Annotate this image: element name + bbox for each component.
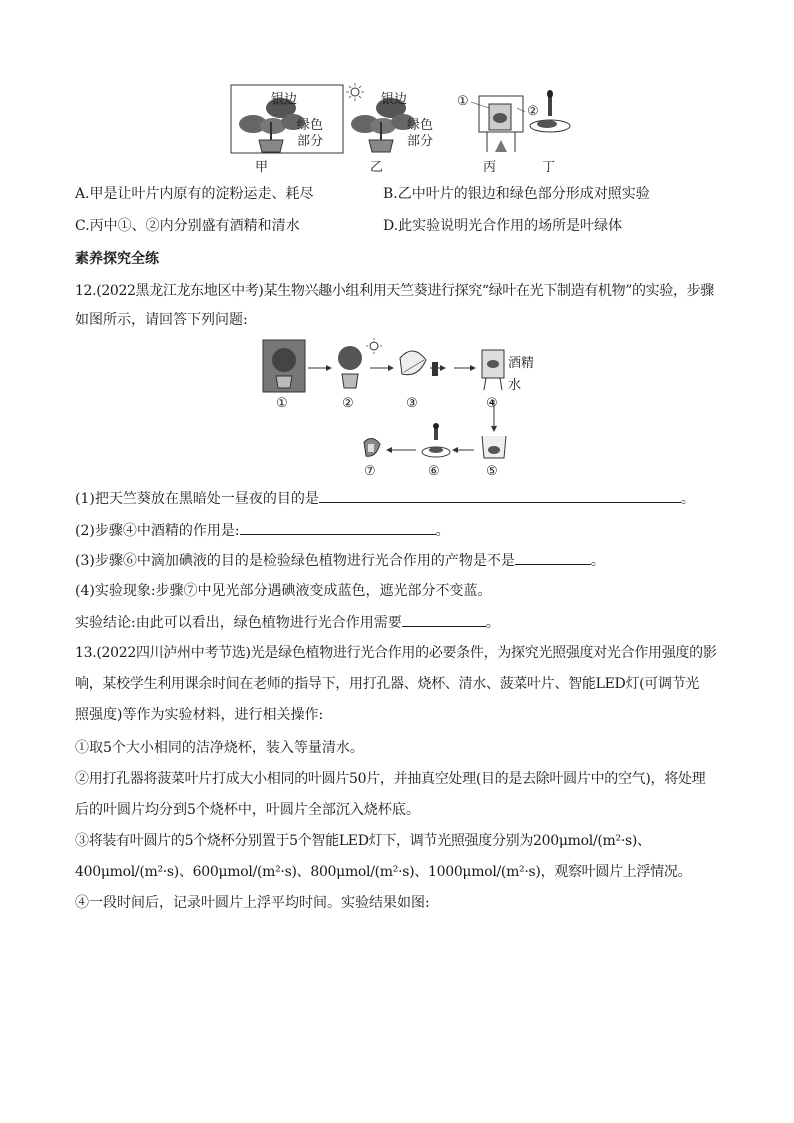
step-label-4: ④	[486, 396, 498, 411]
step1-dark-plant	[263, 340, 305, 392]
marker-one: ①	[457, 94, 469, 109]
q12-question-1	[75, 488, 695, 509]
water-bath-illustration	[471, 96, 525, 152]
section-title: 素养探究全练	[75, 251, 159, 267]
q12-q1-answer-blank[interactable]	[319, 488, 681, 503]
q12-conclusion	[75, 612, 500, 633]
option-c: C.丙中①、②内分别盛有酒精和清水	[75, 218, 300, 234]
q12-stem-line1: 12.(2022黑龙江龙东地区中考)某生物兴趣小组利用天竺葵进行探究“绿叶在光下制造有机物”的实验，步骤	[75, 283, 714, 299]
q12-q3-answer-blank[interactable]	[515, 550, 591, 565]
q12-step-figure	[258, 338, 538, 486]
label-yi: 乙	[370, 160, 384, 175]
q13-line-2: 响，某校学生利用课余时间在老师的指导下，用打孔器、烧杯、清水、菠菜叶片、智能LED灯(可调节光	[75, 676, 700, 692]
q12-conclusion-end: 。	[485, 615, 500, 631]
step3-leaf	[400, 351, 426, 375]
label-green-part-jia-1: 绿色	[297, 118, 324, 133]
step-label-5: ⑤	[486, 464, 498, 479]
q12-question-2	[75, 520, 450, 541]
q12-q3-text: (3)步骤⑥中滴加碘液的目的是检验绿色植物进行光合作用的产物是不是	[75, 553, 515, 569]
label-jia: 甲	[255, 160, 269, 175]
label-bing: 丙	[483, 160, 497, 175]
q12-q3-end: 。	[590, 553, 605, 569]
step-label-7: ⑦	[364, 464, 376, 479]
option-a: A.甲是让叶片内原有的淀粉运走、耗尽	[75, 186, 314, 202]
top-figure	[225, 82, 585, 174]
step-label-1: ①	[276, 396, 288, 411]
q12-q2-end: 。	[435, 523, 450, 539]
q12-question-3	[75, 550, 605, 571]
label-silver-edge-jia: 银边	[271, 92, 298, 107]
step2-sun-plant	[338, 338, 382, 388]
step-label-3: ③	[406, 396, 418, 411]
q13-step-1: ①取5个大小相同的洁净烧杯，装入等量清水。	[75, 740, 364, 756]
label-alcohol: 酒精	[508, 356, 535, 371]
q13-step-3-line2: 400μmol/(m²·s)、600μmol/(m²·s)、800μmol/(m²·s)、1000μmol/(m²·s)，观察叶圆片上浮情况。	[75, 864, 692, 880]
step7-leaf	[364, 438, 380, 456]
q13-step-4: ④一段时间后，记录叶圆片上浮平均时间。实验结果如图:	[75, 895, 430, 911]
q12-q2-text: (2)步骤④中酒精的作用是:	[75, 523, 240, 539]
label-green-part-jia-2: 部分	[297, 134, 324, 149]
q13-step-3-line1: ③将装有叶圆片的5个烧杯分别置于5个智能LED灯下，调节光照强度分别为200μmol/(m²·s)、	[75, 833, 651, 849]
q13-step-2-line1: ②用打孔器将菠菜叶片打成大小相同的叶圆片50片，并抽真空处理(目的是去除叶圆片中的空气)，将处理	[75, 771, 706, 787]
label-green-part-yi-2: 部分	[407, 134, 434, 149]
label-water: 水	[508, 378, 522, 393]
q13-line-1: 13.(2022四川泸州中考节选)光是绿色植物进行光合作用的必要条件，为探究光照强度对光合作用强度的影	[75, 645, 717, 661]
q12-conclusion-text: 实验结论:由此可以看出，绿色植物进行光合作用需要	[75, 615, 402, 631]
option-d: D.此实验说明光合作用的场所是叶绿体	[383, 218, 623, 234]
q12-q1-end: 。	[680, 491, 695, 507]
q12-q2-answer-blank[interactable]	[240, 520, 436, 535]
step5-beaker	[482, 436, 506, 458]
leaf-clip	[432, 362, 438, 376]
step6-iodine	[422, 423, 450, 457]
step4-water-bath	[482, 350, 504, 390]
q13-step-2-line2: 后的叶圆片均分到5个烧杯中，叶圆片全部沉入烧杯底。	[75, 802, 420, 818]
option-b: B.乙中叶片的银边和绿色部分形成对照实验	[383, 186, 650, 202]
label-silver-edge-yi: 银边	[381, 92, 408, 107]
step-label-6: ⑥	[428, 464, 440, 479]
marker-two: ②	[527, 104, 539, 119]
q12-q1-text: (1)把天竺葵放在黑暗处一昼夜的目的是	[75, 491, 319, 507]
q12-stem-line2: 如图所示，请回答下列问题:	[75, 312, 248, 328]
q12-question-4: (4)实验现象:步骤⑦中见光部分遇碘液变成蓝色，遮光部分不变蓝。	[75, 583, 492, 599]
label-ding: 丁	[542, 160, 556, 175]
q12-conclusion-answer-blank[interactable]	[402, 612, 486, 627]
q13-line-3: 照强度)等作为实验材料，进行相关操作:	[75, 707, 324, 723]
step-label-2: ②	[342, 396, 354, 411]
label-green-part-yi-1: 绿色	[407, 118, 434, 133]
